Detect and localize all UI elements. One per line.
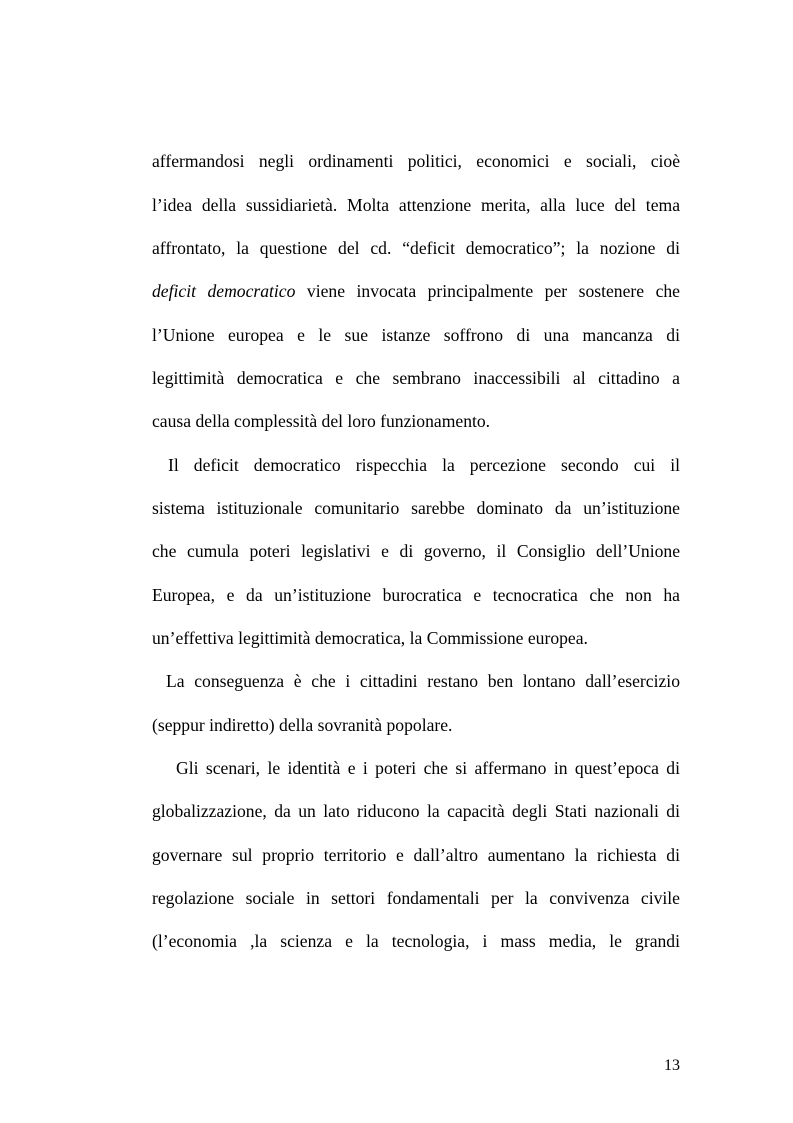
text-line: (seppur indiretto) della sovranità popolare. xyxy=(152,715,453,735)
text-line: globalizzazione, da un lato riducono la capacità degli Stati nazionali di xyxy=(152,801,680,821)
text-line: (l’economia ,la scienza e la tecnologia, i mass media, le grandi xyxy=(152,931,680,951)
text-line xyxy=(152,280,680,302)
text-line: Il deficit democratico rispecchia la percezione secondo cui il xyxy=(168,455,680,475)
text-line: causa della complessità del loro funzionamento. xyxy=(152,411,491,431)
text-line: affermandosi negli ordinamenti politici, economici e sociali, cioè xyxy=(152,151,680,171)
italic-term: deficit democratico xyxy=(152,281,296,301)
text-line: Gli scenari, le identità e i poteri che si affermano in quest’epoca di xyxy=(176,758,680,778)
text-line: governare sul proprio territorio e dall’altro aumentano la richiesta di xyxy=(152,845,680,865)
text-line: regolazione sociale in settori fondamentali per la convivenza civile xyxy=(152,888,680,908)
text-line: La conseguenza è che i cittadini restano ben lontano dall’esercizio xyxy=(166,671,680,691)
text-span: viene invocata principalmente per sostenere che xyxy=(295,281,680,301)
page-number: 13 xyxy=(664,1057,680,1074)
text-line: l’idea della sussidiarietà. Molta attenzione merita, alla luce del tema xyxy=(152,195,680,215)
text-line: l’Unione europea e le sue istanze soffrono di una mancanza di xyxy=(152,325,680,345)
text-line: sistema istituzionale comunitario sarebbe dominato da un’istituzione xyxy=(152,498,680,518)
text-line: che cumula poteri legislativi e di governo, il Consiglio dell’Unione xyxy=(152,541,680,561)
text-line: legittimità democratica e che sembrano inaccessibili al cittadino a xyxy=(152,368,680,388)
text-line: affrontato, la questione del cd. “deficit democratico”; la nozione di xyxy=(152,238,680,258)
text-line: un’effettiva legittimità democratica, la Commissione europea. xyxy=(152,628,588,648)
text-line: Europea, e da un’istituzione burocratica e tecnocratica che non ha xyxy=(152,585,680,605)
